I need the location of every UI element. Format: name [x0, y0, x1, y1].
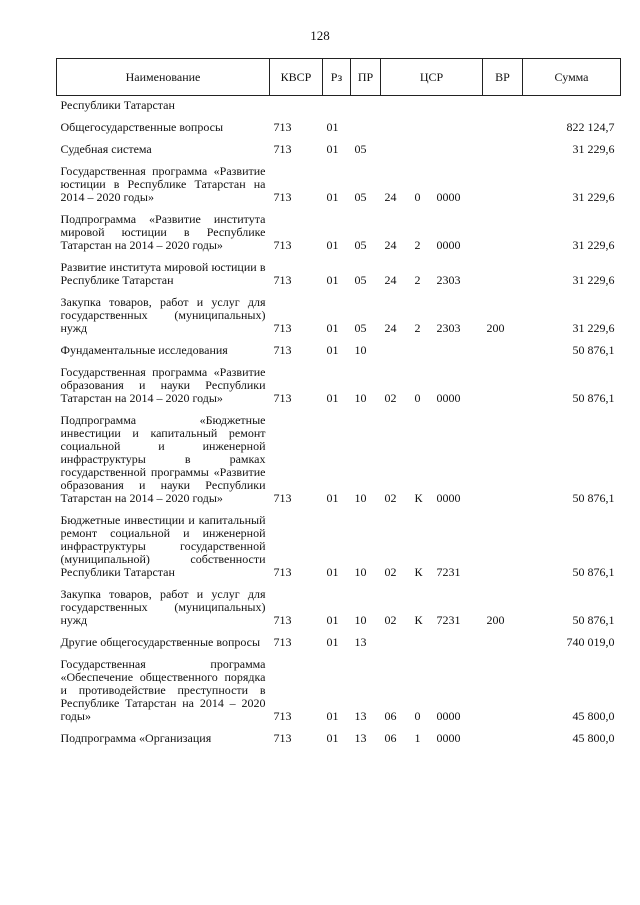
row-kvsr: 713: [273, 120, 292, 134]
row-csr-direction: 0000: [436, 391, 461, 405]
row-csr-program: [381, 134, 411, 156]
row-pr: 13: [354, 731, 367, 745]
header-sum: Сумма: [523, 59, 621, 96]
continuation-text: Республики Татарстан: [60, 98, 175, 112]
row-csr-program: [381, 335, 411, 357]
header-pr: ПР: [351, 59, 381, 96]
row-kvsr: 713: [273, 731, 292, 745]
row-pr: 13: [354, 709, 367, 723]
row-pr: 13: [354, 635, 367, 649]
row-pr: 10: [354, 343, 367, 357]
row-kvsr: 713: [273, 613, 292, 627]
row-name: Общегосударственные вопросы: [60, 120, 224, 134]
row-csr-direction: 2303: [436, 321, 461, 335]
header-name: Наименование: [57, 59, 270, 96]
row-sum: 31 229,6: [572, 273, 615, 287]
row-pr: 10: [354, 491, 367, 505]
row-csr-program: 24: [384, 238, 397, 252]
row-csr-program: [381, 112, 411, 134]
row-vr: [483, 505, 523, 579]
row-rz: 01: [326, 613, 339, 627]
table-row: [57, 204, 621, 252]
row-name: Развитие института мировой юстиции в Республике Татарстан: [60, 260, 266, 287]
table-row: [57, 357, 621, 405]
table-row: [57, 649, 621, 723]
row-csr-subprogram: 2: [414, 321, 421, 335]
row-vr: [483, 204, 523, 252]
table-row: [57, 335, 621, 357]
row-name: Закупка товаров, работ и услуг для государственных (муниципальных) нужд: [60, 295, 266, 335]
table-row: [57, 112, 621, 134]
row-rz: 01: [326, 565, 339, 579]
row-csr-program: 02: [384, 491, 397, 505]
row-sum: 50 876,1: [572, 343, 615, 357]
row-csr-subprogram: 0: [414, 190, 421, 204]
row-name: Закупка товаров, работ и услуг для государственных (муниципальных) нужд: [60, 587, 266, 627]
row-csr-subprogram: 0: [414, 709, 421, 723]
row-kvsr: 713: [273, 273, 292, 287]
row-vr: [483, 627, 523, 649]
header-kvsr: КВСР: [270, 59, 323, 96]
row-csr-subprogram: [411, 335, 433, 357]
row-rz: 01: [326, 142, 339, 156]
row-csr-direction: 0000: [436, 709, 461, 723]
row-pr: 10: [354, 565, 367, 579]
row-kvsr: 713: [273, 565, 292, 579]
row-csr-subprogram: [411, 627, 433, 649]
row-csr-direction: [433, 335, 483, 357]
row-pr: 05: [354, 321, 367, 335]
row-pr: [351, 112, 381, 134]
row-kvsr: 713: [273, 238, 292, 252]
row-csr-direction: 7231: [436, 565, 461, 579]
row-sum: 50 876,1: [572, 613, 615, 627]
row-vr: [483, 335, 523, 357]
continuation-row: [57, 96, 621, 113]
row-name: Государственная программа «Развитие образования и науки Республики Татарстан на 2014 – 2020 годы»: [60, 365, 266, 405]
row-kvsr: 713: [273, 142, 292, 156]
row-csr-subprogram: [411, 134, 433, 156]
row-csr-subprogram: К: [414, 613, 423, 627]
row-sum: 31 229,6: [572, 190, 615, 204]
row-vr: [483, 405, 523, 505]
row-csr-subprogram: К: [414, 565, 423, 579]
row-pr: 05: [354, 190, 367, 204]
row-csr-program: 24: [384, 190, 397, 204]
row-csr-direction: 0000: [436, 491, 461, 505]
row-csr-program: 02: [384, 565, 397, 579]
row-csr-program: 24: [384, 321, 397, 335]
row-sum: 50 876,1: [572, 391, 615, 405]
row-csr-direction: 0000: [436, 190, 461, 204]
row-pr: 10: [354, 391, 367, 405]
row-vr: [483, 357, 523, 405]
row-rz: 01: [326, 273, 339, 287]
table-row: [57, 252, 621, 287]
row-vr: 200: [486, 321, 505, 335]
row-pr: 10: [354, 613, 367, 627]
row-sum: 822 124,7: [566, 120, 615, 134]
row-sum: 740 019,0: [566, 635, 615, 649]
row-kvsr: 713: [273, 190, 292, 204]
table-row: [57, 156, 621, 204]
row-rz: 01: [326, 343, 339, 357]
row-csr-subprogram: 0: [414, 391, 421, 405]
row-kvsr: 713: [273, 491, 292, 505]
table-row: [57, 405, 621, 505]
row-vr: [483, 252, 523, 287]
row-kvsr: 713: [273, 635, 292, 649]
row-name: Фундаментальные исследования: [60, 343, 228, 357]
row-rz: 01: [326, 238, 339, 252]
row-csr-subprogram: 1: [414, 731, 421, 745]
row-csr-program: 02: [384, 613, 397, 627]
row-csr-subprogram: 2: [414, 273, 421, 287]
row-csr-program: 06: [384, 709, 397, 723]
row-kvsr: 713: [273, 709, 292, 723]
row-csr-direction: 0000: [436, 731, 461, 745]
row-kvsr: 713: [273, 391, 292, 405]
table-row: [57, 579, 621, 627]
row-rz: 01: [326, 190, 339, 204]
row-name: Государственная программа «Развитие юстиции в Республике Татарстан на 2014 – 2020 годы»: [60, 164, 266, 204]
row-csr-direction: 0000: [436, 238, 461, 252]
row-kvsr: 713: [273, 343, 292, 357]
row-csr-direction: 2303: [436, 273, 461, 287]
row-pr: 05: [354, 238, 367, 252]
row-sum: 45 800,0: [572, 731, 615, 745]
row-csr-program: [381, 627, 411, 649]
row-rz: 01: [326, 731, 339, 745]
row-csr-subprogram: К: [414, 491, 423, 505]
row-sum: 31 229,6: [572, 321, 615, 335]
row-name: Государственная программа «Обеспечение общественного порядка и противодействие преступности в Республике Татарстан на 2014 – 2020 годы»: [60, 657, 266, 723]
row-kvsr: 713: [273, 321, 292, 335]
page-number: 128: [310, 28, 330, 43]
row-pr: 05: [354, 142, 367, 156]
budget-table: [56, 58, 621, 745]
row-rz: 01: [326, 635, 339, 649]
table-row: [57, 287, 621, 335]
row-csr-direction: [433, 627, 483, 649]
row-sum: 31 229,6: [572, 142, 615, 156]
table-row: [57, 723, 621, 745]
row-csr-subprogram: [411, 112, 433, 134]
row-name: Другие общегосударственные вопросы: [60, 635, 261, 649]
row-rz: 01: [326, 491, 339, 505]
row-rz: 01: [326, 120, 339, 134]
row-vr: [483, 112, 523, 134]
row-sum: 31 229,6: [572, 238, 615, 252]
row-csr-direction: 7231: [436, 613, 461, 627]
row-sum: 50 876,1: [572, 565, 615, 579]
table-row: [57, 505, 621, 579]
header-vr: ВР: [483, 59, 523, 96]
row-name: Подпрограмма «Организация: [60, 731, 212, 745]
row-csr-program: 02: [384, 391, 397, 405]
row-sum: 45 800,0: [572, 709, 615, 723]
row-csr-program: 06: [384, 731, 397, 745]
row-name: Бюджетные инвестиции и капитальный ремонт социальной и инженерной инфраструктуры государственной (муниципальной) собственности Республики Татарстан: [60, 513, 266, 579]
row-vr: 200: [486, 613, 505, 627]
row-rz: 01: [326, 391, 339, 405]
row-vr: [483, 156, 523, 204]
row-vr: [483, 649, 523, 723]
row-csr-direction: [433, 112, 483, 134]
row-rz: 01: [326, 709, 339, 723]
row-name: Подпрограмма «Развитие института мировой юстиции в Республике Татарстан на 2014 – 2020 годы»: [60, 212, 266, 252]
header-rz: Рз: [323, 59, 351, 96]
row-pr: 05: [354, 273, 367, 287]
row-csr-program: 24: [384, 273, 397, 287]
table-row: [57, 627, 621, 649]
row-csr-subprogram: 2: [414, 238, 421, 252]
row-vr: [483, 134, 523, 156]
row-rz: 01: [326, 321, 339, 335]
row-vr: [483, 723, 523, 745]
row-name: Судебная система: [60, 142, 152, 156]
row-name: Подпрограмма «Бюджетные инвестиции и капитальный ремонт социальной и инженерной инфраструктуры в рамках государственной программы «Развитие образования и науки Республики Татарстан на 2014 – 2020 годы»: [60, 413, 266, 505]
table-header-row: [57, 59, 621, 96]
header-csr: ЦСР: [381, 59, 483, 96]
row-csr-direction: [433, 134, 483, 156]
table-row: [57, 134, 621, 156]
row-sum: 50 876,1: [572, 491, 615, 505]
